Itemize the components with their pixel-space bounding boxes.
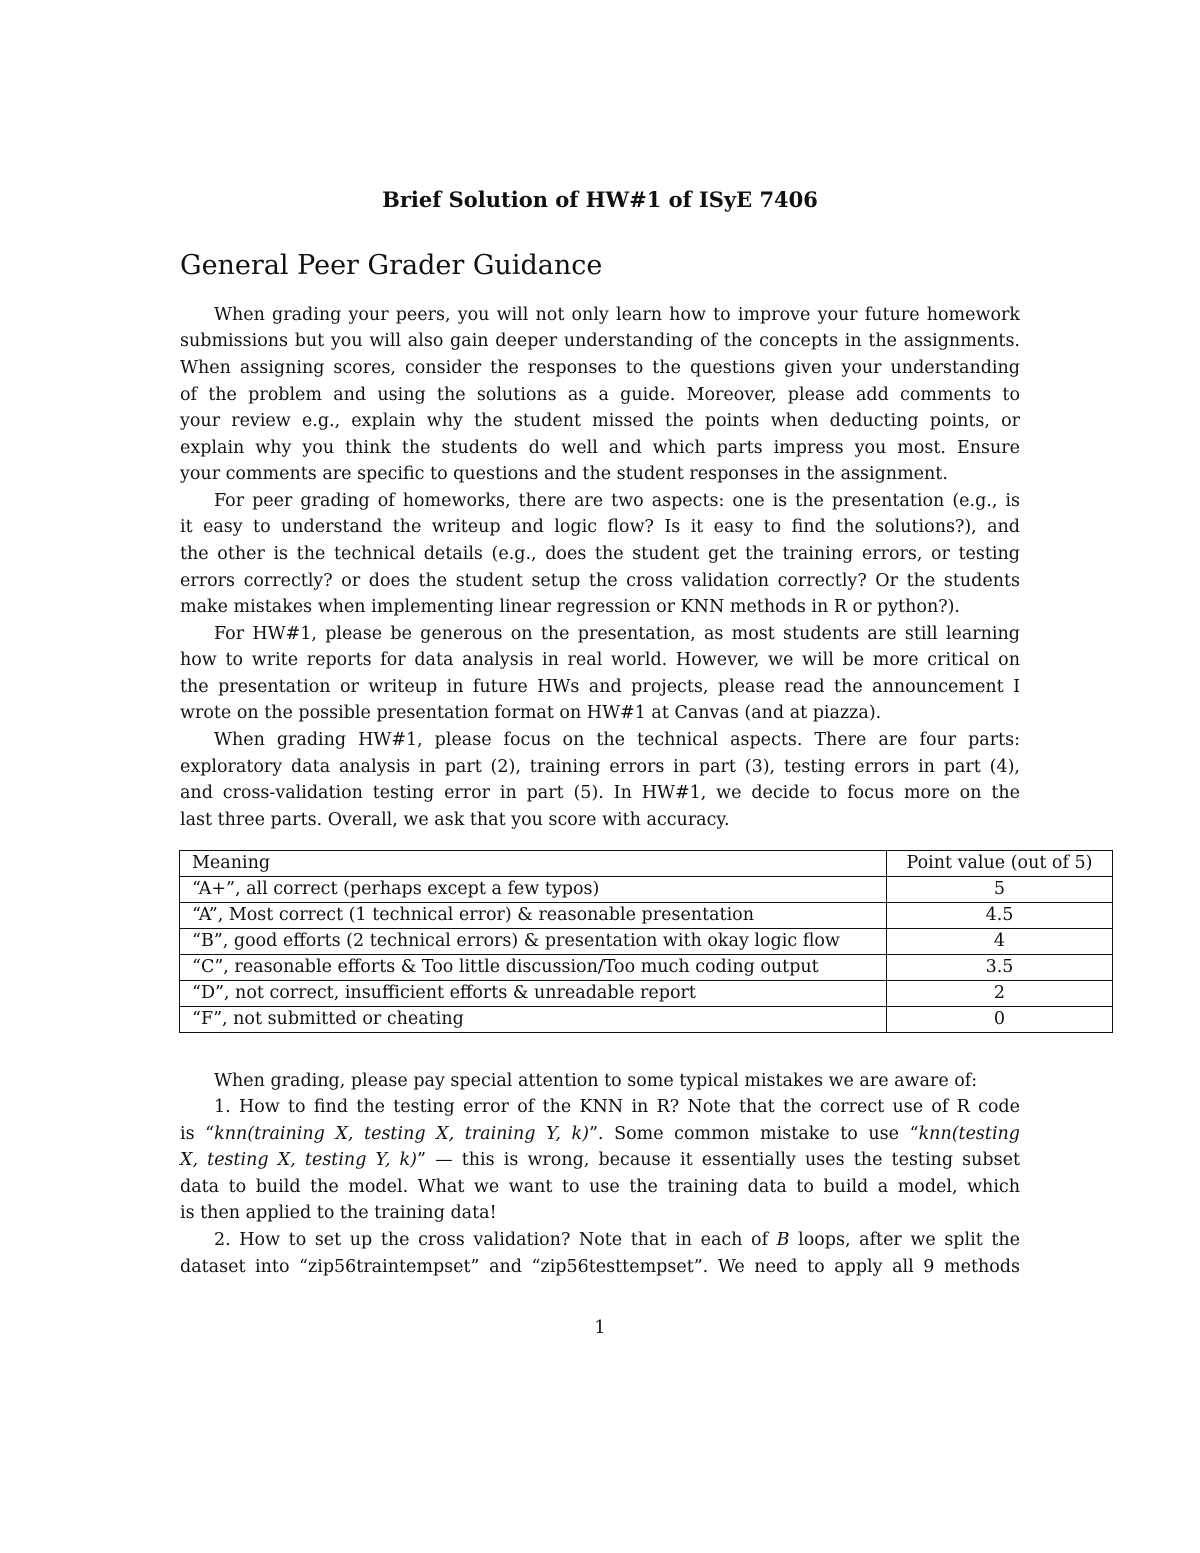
paragraph-line: it easy to understand the writeup and logic flow? Is it easy to find the solutions?), and bbox=[180, 517, 1020, 537]
grade-meaning: “D”, not correct, insufficient efforts & unreadable report bbox=[180, 981, 887, 1007]
paragraph-line: your comments are specific to questions and the student responses in the assignment. bbox=[180, 464, 948, 484]
text-span: ” — this is wrong, because it essentially uses the testing subset bbox=[416, 1150, 1020, 1170]
paragraph-line: the other is the technical details (e.g., does the student get the training errors, or testing bbox=[180, 544, 1020, 564]
text-span: ”. Some common mistake to use “ bbox=[588, 1124, 919, 1144]
paragraph-line: last three parts. Overall, we ask that you score with accuracy. bbox=[180, 810, 730, 830]
paragraph-line: errors correctly? or does the student setup the cross validation correctly? Or the students bbox=[180, 571, 1020, 591]
paragraph-line: submissions but you will also gain deeper understanding of the concepts in the assignments. bbox=[180, 331, 1020, 351]
code-snippet-wrong: knn(testing bbox=[918, 1124, 1021, 1144]
grade-points: 5 bbox=[887, 877, 1113, 903]
paragraph-line: wrote on the possible presentation format on HW#1 at Canvas (and at piazza). bbox=[180, 703, 882, 723]
table-row bbox=[180, 929, 1113, 955]
mistake-2-line bbox=[214, 1227, 1020, 1253]
paragraph-line: how to write reports for data analysis in real world. However, we will be more critical on bbox=[180, 650, 1020, 670]
grade-points: 2 bbox=[887, 981, 1113, 1007]
grade-meaning: “A+”, all correct (perhaps except a few typos) bbox=[180, 877, 887, 903]
mistake-1-line: is then applied to the training data! bbox=[180, 1203, 497, 1223]
text-span: loops, after we split the bbox=[789, 1230, 1020, 1250]
mistake-2-line: dataset into “zip56traintempset” and “zip56testtempset”. We need to apply all 9 methods bbox=[180, 1257, 1020, 1277]
text-span: 2. How to set up the cross validation? Note that in each of bbox=[214, 1230, 777, 1250]
paragraph-line: the presentation or writeup in future HWs and projects, please read the announcement I bbox=[180, 677, 1020, 697]
paragraph-line: explain why you think the students do well and which parts impress you most. Ensure bbox=[180, 438, 1020, 458]
paragraph-line: of the problem and using the solutions as a guide. Moreover, please add comments to bbox=[180, 385, 1020, 405]
paragraph-line: When grading HW#1, please focus on the technical aspects. There are four parts: bbox=[214, 730, 1020, 750]
paragraph-line: exploratory data analysis in part (2), training errors in part (3), testing errors in part (4), bbox=[180, 757, 1020, 777]
table-row bbox=[180, 955, 1113, 981]
grade-points: 0 bbox=[887, 1007, 1113, 1033]
section-heading: General Peer Grader Guidance bbox=[180, 250, 603, 281]
mistake-1-line: 1. How to find the testing error of the KNN in R? Note that the correct use of R code bbox=[214, 1097, 1020, 1117]
table-row bbox=[180, 903, 1113, 929]
math-variable: B bbox=[776, 1230, 790, 1250]
paragraph-line: your review e.g., explain why the student missed the points when deducting points, or bbox=[180, 411, 1020, 431]
table-header-row bbox=[180, 851, 1113, 877]
table-row bbox=[180, 981, 1113, 1007]
grade-meaning: “F”, not submitted or cheating bbox=[180, 1007, 887, 1033]
grade-points: 4 bbox=[887, 929, 1113, 955]
paragraph-line: For HW#1, please be generous on the presentation, as most students are still learning bbox=[214, 624, 1020, 644]
grade-points: 3.5 bbox=[887, 955, 1113, 981]
paragraph-line: When grading, please pay special attention to some typical mistakes we are aware of: bbox=[214, 1071, 978, 1091]
grading-scale-table bbox=[179, 850, 1113, 1033]
grade-meaning: “A”, Most correct (1 technical error) & reasonable presentation bbox=[180, 903, 887, 929]
grade-meaning: “B”, good efforts (2 technical errors) & presentation with okay logic flow bbox=[180, 929, 887, 955]
paragraph-line: When grading your peers, you will not only learn how to improve your future homework bbox=[214, 305, 1020, 325]
grade-meaning: “C”, reasonable efforts & Too little discussion/Too much coding output bbox=[180, 955, 887, 981]
mistake-1-line bbox=[180, 1147, 1020, 1173]
text-span: is “ bbox=[180, 1124, 215, 1144]
paragraph-line: When assigning scores, consider the responses to the questions given your understanding bbox=[180, 358, 1020, 378]
paragraph-line: and cross-validation testing error in part (5). In HW#1, we decide to focus more on the bbox=[180, 783, 1020, 803]
table-row bbox=[180, 877, 1113, 903]
header-meaning: Meaning bbox=[180, 851, 887, 877]
mistake-1-line: data to build the model. What we want to use the training data to build a model, which bbox=[180, 1177, 1020, 1197]
code-snippet-correct: knn(training X, testing X, training Y, k) bbox=[214, 1124, 589, 1144]
table-row bbox=[180, 1007, 1113, 1033]
document-title: Brief Solution of HW#1 of ISyE 7406 bbox=[382, 187, 818, 212]
header-point-value: Point value (out of 5) bbox=[887, 851, 1113, 877]
page-number: 1 bbox=[594, 1318, 606, 1338]
code-snippet-wrong: X, testing X, testing Y, k) bbox=[180, 1150, 417, 1170]
grade-points: 4.5 bbox=[887, 903, 1113, 929]
mistake-1-line bbox=[180, 1121, 1020, 1147]
paragraph-line: make mistakes when implementing linear regression or KNN methods in R or python?). bbox=[180, 597, 960, 617]
paragraph-line: For peer grading of homeworks, there are two aspects: one is the presentation (e.g., is bbox=[214, 491, 1020, 511]
